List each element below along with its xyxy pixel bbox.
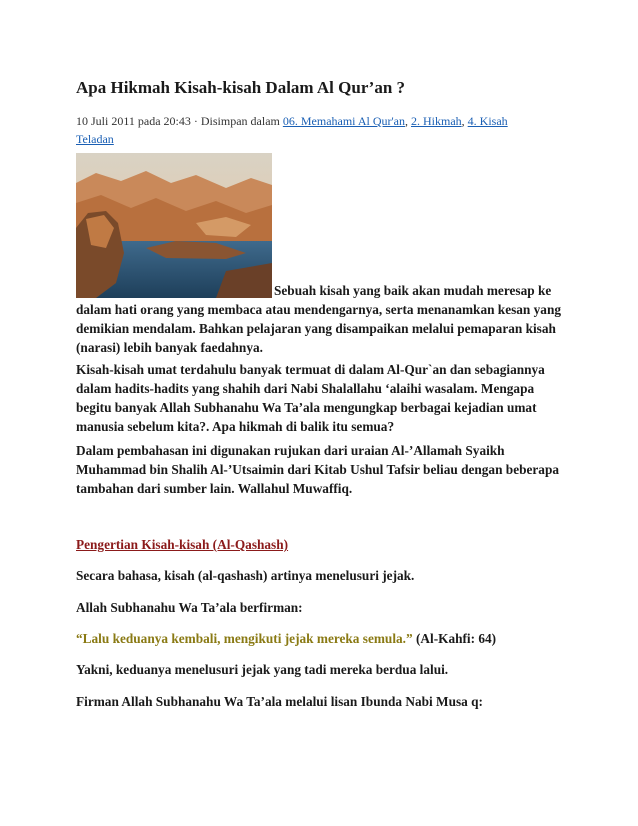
explanation-line: Yakni, keduanya menelusuri jejak yang tadi mereka berdua lalui. — [76, 662, 449, 677]
category-link-memahami[interactable]: 06. Memahami Al Qur'an — [282, 114, 405, 128]
article-meta: 10 Juli 2011 pada 20:43 · Disimpan dalam 06. Memahami Al Qur'an, 2. Hikmah, 4. Kisah Teladan — [76, 114, 508, 146]
paragraph-intro: Sebuah kisah yang baik akan mudah meresap ke dalam hati orang yang membaca atau mendengarnya, serta menanamkan kesan yang demikian mendalam. Bahkan pelajaran yang disampaikan melalui pemaparan kisah (narasi) lebih banyak faedahnya. — [76, 283, 561, 355]
quote-line — [76, 631, 496, 647]
definition-line: Secara bahasa, kisah (al-qashash) artinya menelusuri jejak. — [76, 568, 415, 583]
verse-intro-line: Allah Subhanahu Wa Ta’ala berfirman: — [76, 600, 303, 615]
article-title: Apa Hikmah Kisah-kisah Dalam Al Qur’an ? — [76, 78, 406, 97]
quote-reference: (Al-Kahfi: 64) — [412, 631, 497, 646]
canyon-lake-image — [76, 153, 272, 298]
posted-date: 10 Juli 2011 pada 20:43 · Disimpan dalam — [76, 114, 283, 128]
category-link-hikmah[interactable]: 2. Hikmah — [411, 114, 462, 128]
paragraph-source: Dalam pembahasan ini digunakan rujukan dari uraian Al-’Allamah Syaikh Muhammad bin Shalih Al-’Utsaimin dari Kitab Ushul Tafsir beliau dengan beberapa tambahan dari sumber lain. Wallahul Muwaffiq. — [76, 443, 559, 496]
quote-text: “Lalu keduanya kembali, mengikuti jejak mereka semula.” — [76, 631, 413, 646]
paragraph-history: Kisah-kisah umat terdahulu banyak termuat di dalam Al-Qur`an dan sebagiannya dalam hadits-hadits yang shahih dari Nabi Shalallahu ‘alaihi wasalam. Mengapa begitu banyak Allah Subhanahu Wa Ta’ala mengungkap berbagai kejadian umat manusia sebelum kita?. Apa hikmah di balik itu semua? — [76, 362, 545, 434]
section-heading: Pengertian Kisah-kisah (Al-Qashash) — [76, 537, 289, 552]
category-link-kisah-teladan[interactable]: 4. Kisah Teladan — [76, 114, 508, 146]
next-verse-line: Firman Allah Subhanahu Wa Ta’ala melalui lisan Ibunda Nabi Musa q: — [76, 694, 483, 709]
